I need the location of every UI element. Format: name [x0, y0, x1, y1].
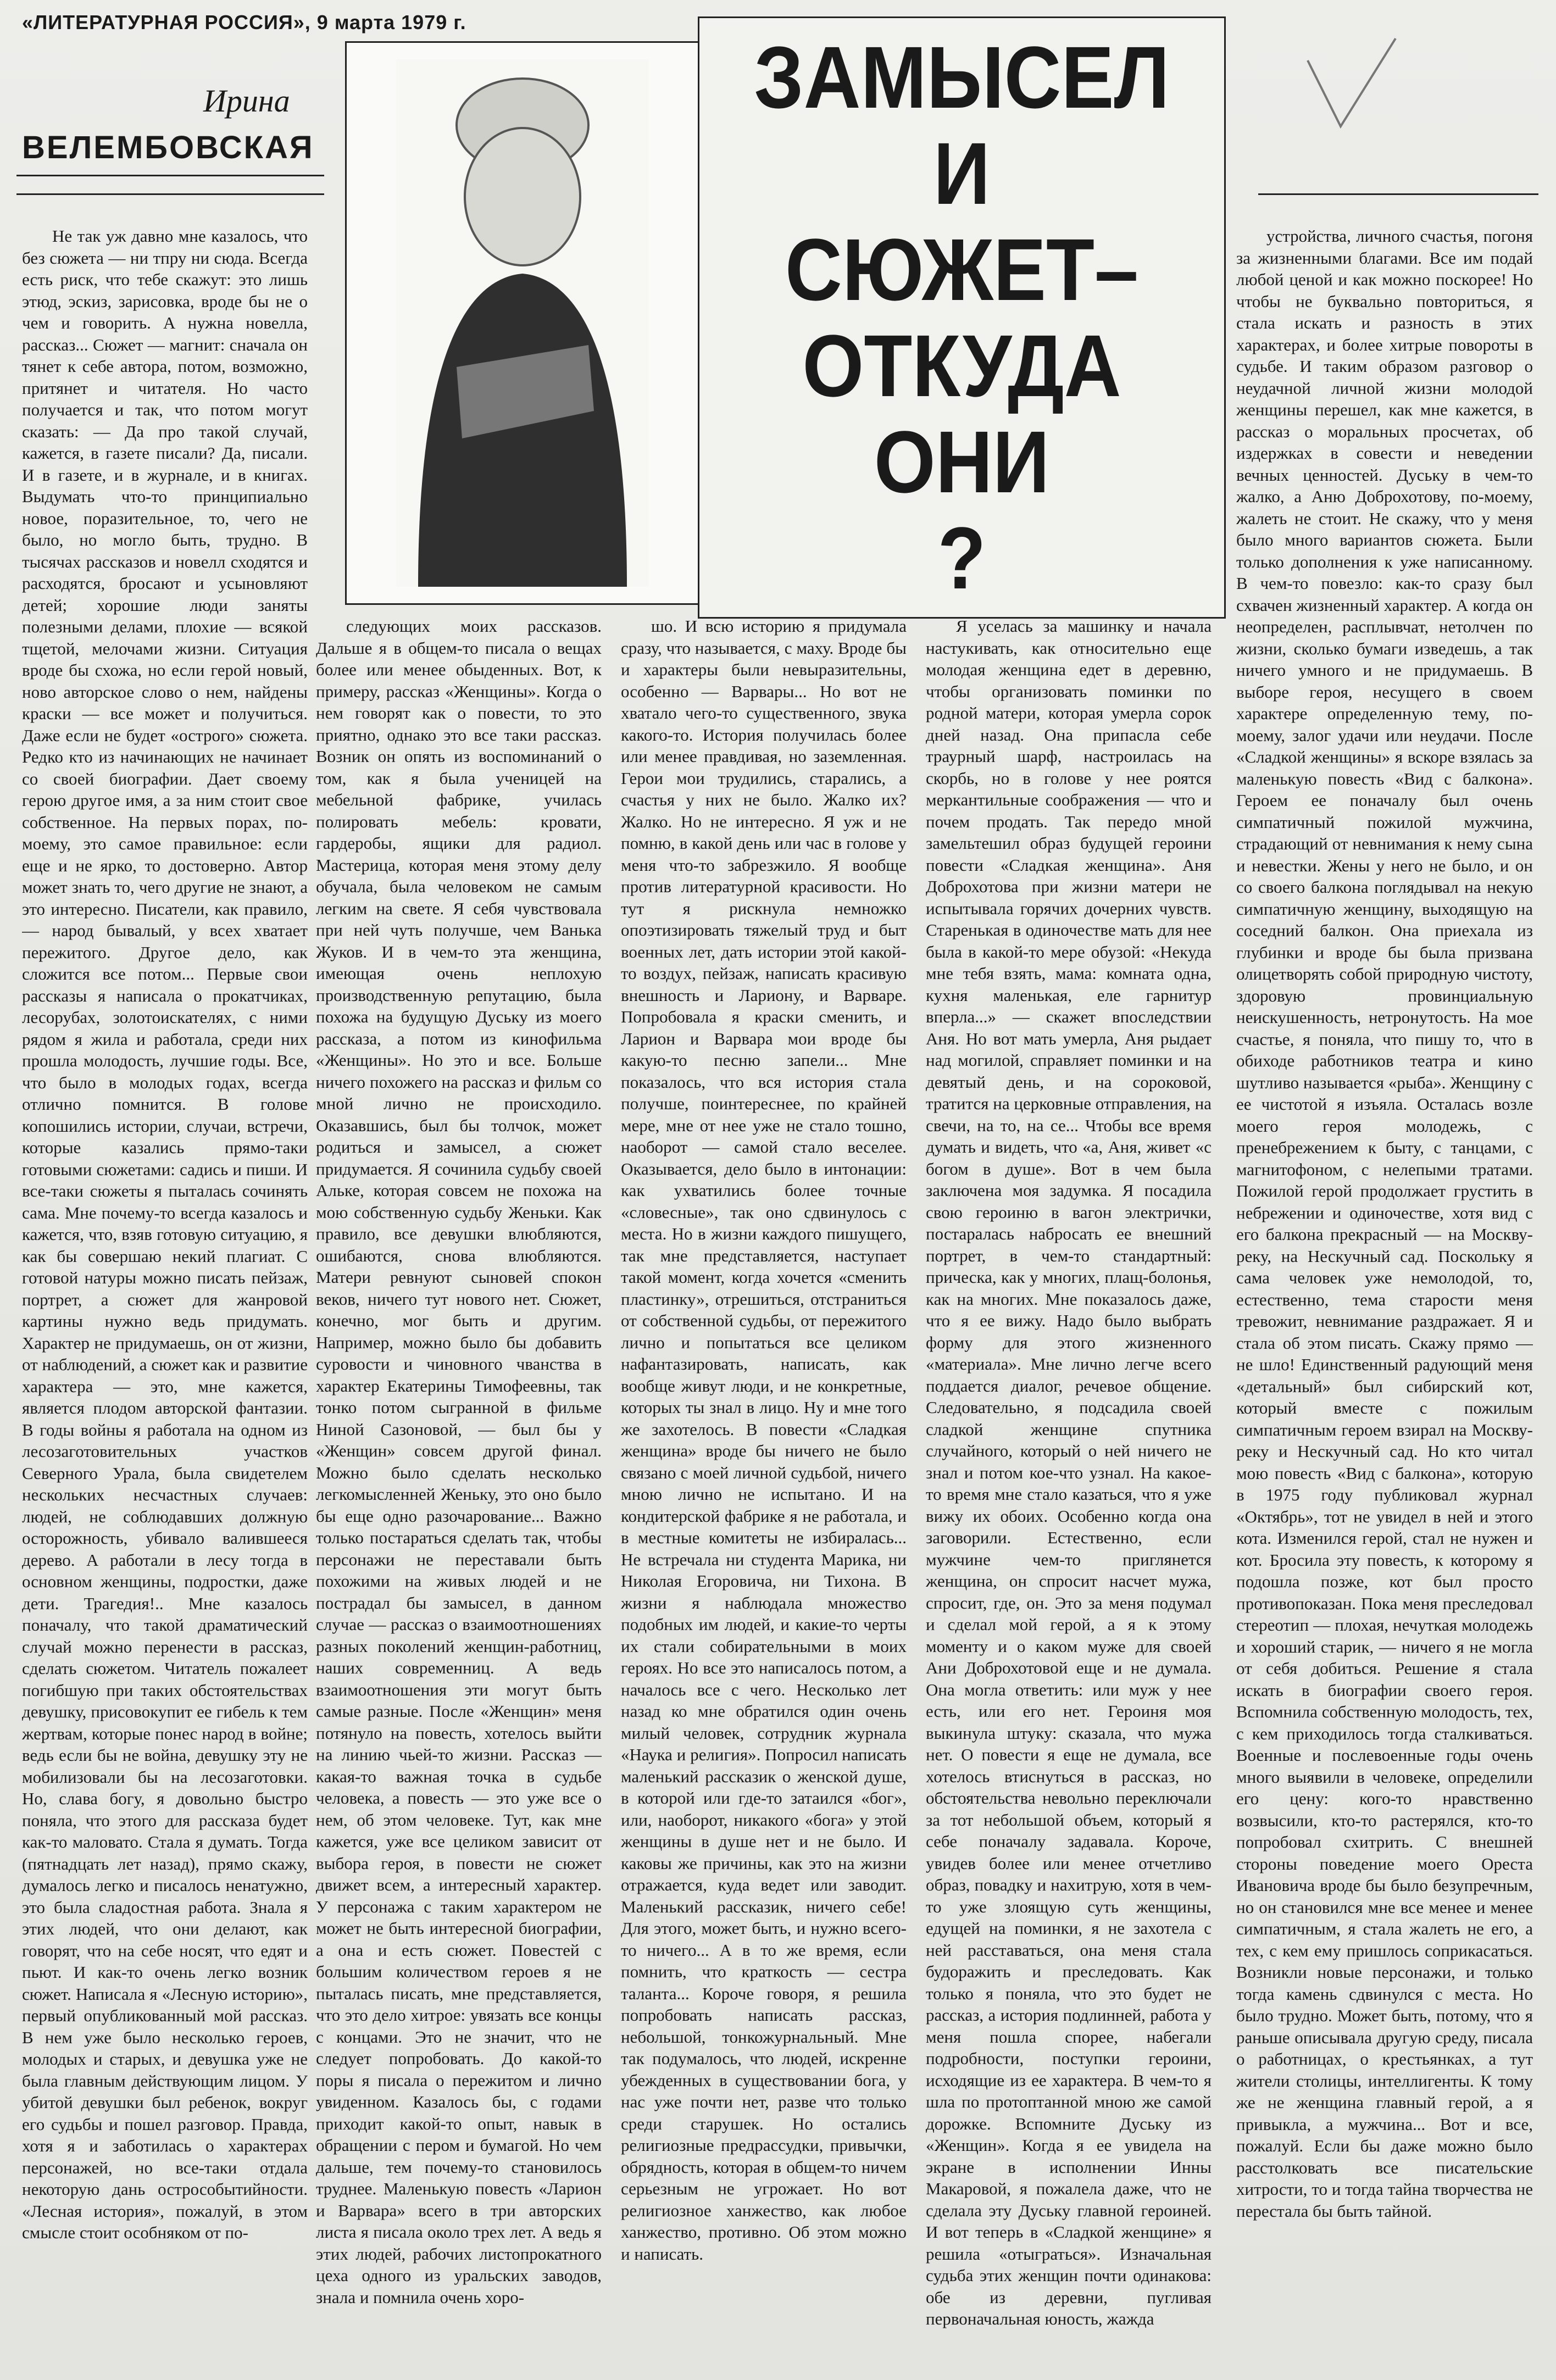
- divider: [1258, 193, 1538, 195]
- portrait-figure-icon: [396, 59, 649, 587]
- article-column-3: [621, 615, 907, 2368]
- column-text: следующих моих рассказов. Дальше я в общем-то писала о вещах более или менее обыденных. Вот, к примеру, рассказ «Женщины». Когда о нем говорят как о повести, то это приятно, однако это все таки рассказ. Возник он опять из воспоминаний о том, как я была ученицей на мебельной фабрике, училась полировать мебель: кровати, гардеробы, ящики для радиол. Мастерица, которая меня этому делу обучала, была человеком не самым легким на свете. Я себя чувствовала при ней чуть получше, чем Ванька Жуков. И в чем-то эта женщина, имеющая очень неплохую производственную репутацию, была похожа на будущую Дуську из моего рассказа, а потом из кинофильма «Женщины». Но это и все. Больше ничего похожего на рассказ и фильм со мной лично не происходило. Оказавшись, был бы толчок, может родиться и замысел, а сюжет придумается. Я сочинила судьбу своей Альке, которая совсем не похожа на мою собственную судьбу Женьки. Как правило, все девушки влюбляются, ошибаются, снова влюбляются. Матери ревнуют сыновей спокон веков, ничего тут нового нет. Сюжет, конечно, мог быть и другим. Например, можно было бы добавить суровости и чиновного чванства в характер Екатерины Тимофеевны, так тонко потом сыгранной в фильме Ниной Сазоновой, — был бы у «Женщин» совсем другой финал. Можно было сделать несколько легкомысленней Женьку, это оно было бы еще одно разочарование... Важно только постараться сделать так, чтобы персонажи не переставали быть похожими на живых людей и не пострадал бы замысел, в данном случае — рассказ о взаимоотношениях разных поколений женщин-работниц, наших современниц. А ведь взаимоотношения эти могут быть самые разные. После «Женщин» меня потянуло на повесть, хотелось выйти на линию чьей-то жизни. Рассказ — какая-то важная точка в судьбе человека, а повесть — это уже все о нем, об этом человеке. Тут, как мне кажется, уже все целиком зависит от выбора героя, в повести не сюжет движет всем, а интересный характер. У персонажа с таким характером не может не быть интересной биографии, а она и есть сюжет. Повестей с большим количеством героев я не пыталась писать, мне представляется, что это дело хитрое: увязать все концы с концами. Это не значит, что не следует попробовать. До какой-то поры я писала о пережитом и лично увиденном. Казалось бы, с годами приходит какой-то опыт, навык в обращении с пером и бумагой. Но чем дальше, тем почему-то становилось труднее. Маленькую повесть «Ларион и Варвара» всего в три авторских листа я писала около трех лет. А ведь я этих людей, рабочих листопрокатного цеха одного из уральских заводов, знала и помнила очень хоро-: [316, 616, 602, 2307]
- headline-box: [698, 16, 1226, 619]
- article-column-1: [22, 225, 308, 2368]
- column-text: шо. И всю историю я придумала сразу, что называется, с маху. Вроде бы и характеры были невыразительны, особенно — Варвары... Но вот не хватало чего-то существенного, звука какого-то. История получилась более или менее правдивая, но заземленная. Герои мои трудились, старались, а счастья у них не было. Жалко их? Жалко. Но не интересно. Я уж и не помню, в какой день или час в голове у меня что-то забрезжило. Я вообще против литературной красивости. Но тут я рискнула немножко опоэтизировать тяжелый труд и быт военных лет, дать истории этой какой-то воздух, пейзаж, написать красивую внешность и Лариону, и Варваре. Попробовала я краски сменить, и Ларион и Варвара мои вроде бы какую-то песню запели... Мне показалось, что вся история стала получше, поинтереснее, по крайней мере, мне от нее уже не стало тошно, наоборот — самой стало веселее. Оказывается, дело было в интонации: как ухватились более точные «словесные», так оно сдвинулось с места. Но в жизни каждого пишущего, так мне представляется, наступает такой момент, когда хочется «сменить пластинку», отрешиться, отстраниться от собственной судьбы, от пережитого лично и попытаться все целиком нафантазировать, написать, как вообще живут люди, и не конкретные, которых ты знал в лицо. Ну и мне того же захотелось. В повести «Сладкая женщина» вроде бы ничего не было связано с моей личной судьбой, ничего мною лично не испытано. И на кондитерской фабрике я не работала, и в местные комитеты не избиралась... Не встречала ни студента Марика, ни Николая Егоровича, ни Тихона. В жизни я наблюдала множество подобных им людей, и какие-то черты их стали собирательными в моих героях. Но все это написалось потом, а началось все с чего. Несколько лет назад ко мне обратился один очень милый человек, сотрудник журнала «Наука и религия». Попросил написать маленький рассказик о женской душе, в которой или где-то затаился «бог», или, наоборот, никакого «бога» у этой женщины в душе нет и не было. И каковы же причины, как это на жизни отражается, куда ведет или заводит. Маленький рассказик, ничего себе! Для этого, может быть, и нужно всего-то ничего... А в то же время, если помнить, что краткость — сестра таланта... Короче говоря, я решила попробовать написать рассказ, небольшой, тонкожурнальный. Мне так подумалось, что людей, искренне убежденных в существовании бога, у нас уже почти нет, разве что только среди старушек. Но остались религиозные предрассудки, привычки, обрядность, которая в общем-то ничем серьезным не угрожает. Но вот религиозное ханжество, как любое ханжество, противно. Об этом можно и написать.: [621, 616, 907, 2264]
- masthead: «ЛИТЕРАТУРНАЯ РОССИЯ», 9 марта 1979 г.: [22, 11, 466, 34]
- check-mark-icon: [1302, 27, 1401, 137]
- column-text: устройства, личного счастья, погоня за жизненными благами. Все им подай любой ценой и как можно поскорее! Но чтобы не буквально повториться, я стала искать и разность в этих характерах, и более хитрые повороты в судьбе. И таким образом разговор о неудачной личной жизни молодой женщины перешел, как мне кажется, в рассказ о моральных просчетах, об издержках в совести и неведении вечных ценностей. Дуську в чем-то жалко, а Аню Доброхотову, по-моему, жалеть не стоит. Не скажу, что у меня было много вариантов сюжета. Были только дополнения к уже написанному. В чем-то повезло: как-то сразу был схвачен жизненный характер. А когда он неопределен, расплывчат, нетолчен по жизни, сколько бумаги изведешь, а так ничего умного и не придумаешь. В выборе героя, несущего в своем характере определенную тему, по-моему, залог удачи или неудачи. После «Сладкой женщины» я вскоре взялась за маленькую повесть «Вид с балкона». Героем ее поначалу был очень симпатичный пожилой мужчина, страдающий от невнимания к нему сына и невестки. Жены у него не было, и он со своего балкона поглядывал на некую симпатичную женщину, выходящую на соседний балкон. Она приехала из глубинки и вроде бы была призвана олицетворять собой природную чистоту, здоровую провинциальную неискушенность, нетронутость. На мое счастье, я поняла, что пишу то, что в обиходе работников театра и кино шутливо называется «рыба». Женщину с ее чистотой я изъяла. Осталась возле моего героя молодежь, с пренебрежением к быту, с танцами, с магнитофоном, с нелепыми тратами. Пожилой герой продолжает грустить в небрежении и одиночестве, хотя вид с его балкона прекрасный — на Москву-реку, на Нескучный сад. Поскольку я сама человек уже немолодой, то, естественно, тема старости меня тревожит, невнимание раздражает. Я и стала об этом писать. Скажу прямо — не шло! Единственный радующий меня «детальный» был сибирский кот, который вместе с пожилым симпатичным героем взирал на Москву-реку и Нескучный сад. Но кто читал мою повесть «Вид с балкона», которую в 1975 году публиковал журнал «Октябрь», тот не увидел в ней и этого кота. Изменился герой, стал не нужен и кот. Бросила эту повесть, к которому я подошла позже, кот был просто противопоказан. Пока меня преследовал стереотип — плохая, нечуткая молодежь и хороший старик, — ничего я не могла от себя добиться. Решение я стала искать в биографии своего героя. Вспомнила собственную молодость, тех, с кем приходилось тогда сталкиваться. Военные и послевоенные годы очень много выявили в человеке, определили его цену: кого-то нравственно возвысили, кто-то растерялся, кто-то попробовал схитрить. С внешней стороны поведение моего Ореста Ивановича вроде бы было безупречным, но он становился мне все менее и менее симпатичным, я стала жалеть не его, а тех, с кем ему пришлось соприкасаться. Возникли новые персонажи, и только тогда камень сдвинулся с места. Но было трудно. Может быть, потому, что я раньше описывала другую среду, писала о работницах, о крестьянках, а тут жители столицы, интеллигенты. К тому же не женщина главный герой, а я привыкла, а мужчина... Вот и все, пожалуй. Если бы даже можно было расстолковать все писательские хитрости, то и тогда тайна творчества не перестала бы быть тайной.: [1236, 226, 1533, 2221]
- divider: [16, 193, 324, 195]
- author-first-name: Ирина: [203, 83, 290, 119]
- article-column-2: [316, 615, 602, 2368]
- article-column-4: [926, 615, 1212, 2368]
- article-column-5: [1236, 225, 1533, 2368]
- author-last-name: ВЕЛЕМБОВСКАЯ: [22, 130, 314, 165]
- headline: ЗАМЫСЕЛ И СЮЖЕТ– ОТКУДА ОНИ ?: [754, 28, 1170, 607]
- author-portrait-photo: [345, 41, 700, 605]
- column-text: Не так уж давно мне казалось, что без сюжета — ни тпру ни сюда. Всегда есть риск, что тебе скажут: это лишь этюд, эскиз, зарисовка, вроде бы не о чем и говорить. А нужна новелла, рассказ... Сюжет — магнит: сначала он тянет к себе автора, потом, возможно, притянет и читателя. Но часто получается и так, что потом могут сказать: — Да про такой случай, кажется, в газете писали? Да, писали. И в газете, и в журнале, и в книгах. Выдумать что-то принципиально новое, поразительное, то, чего не было, но могло быть, трудно. В тысячах рассказов и новелл сходятся и расходятся, бросают и усыновляют детей; хорошие люди заняты полезными делами, плохие — всякой тщетой, мелочами жизни. Ситуация вроде бы схожа, но если герой новый, ново авторское слово о нем, найдены краски — все может и получиться. Даже если не будет «острого» сюжета. Редко кто из начинающих не начинает со своей биографии. Дает своему герою другое имя, а за ним стоит свое собственное. На первых порах, по-моему, это самое правильное: если еще и не ярко, то достоверно. Автор может знать то, чего другие не знают, а это интересно. Писатели, как правило, — народ бывалый, у всех хватает пережитого. Другое дело, как сложится все потом... Первые свои рассказы я написала о прокатчиках, лесорубах, золотоискателях, с ними рядом я жила и работала, среди них прошла молодость, лучшие годы. Все, что было в молодых годах, всегда отлично помнится. В голове копошились истории, случаи, встречи, которые казались прямо-таки готовыми сюжетами: садись и пиши. И все-таки сюжеты я пыталась сочинять сама. Мне почему-то всегда казалось и кажется, что, взяв готовую ситуацию, я как бы совершаю некий плагиат. С готовой натуры можно писать пейзаж, портрет, а сюжет для жанровой картины нужно ведь придумать. Характер не придумаешь, он от жизни, от наблюдений, а сюжет как и развитие характера — это, мне кажется, является плодом авторской фантазии. В годы войны я работала на одном из лесозаготовительных участков Северного Урала, была свидетелем нескольких несчастных случаев: людей, не соблюдавших должную осторожность, убивало валившееся дерево. А работали в лесу тогда в основном женщины, подростки, даже дети. Трагедия!.. Мне казалось поначалу, что такой драматический случай можно перенести в рассказ, сделать сюжетом. Читатель пожалеет погибшую при таких обстоятельствах девушку, присовокупит ее гибель к тем жертвам, которые понес народ в войне; ведь если бы не война, девушку эту не мобилизовали бы на лесозаготовки. Но, слава богу, я довольно быстро поняла, что этого для рассказа будет как-то маловато. Стала я думать. Тогда (пятнадцать лет назад), прямо скажу, думалось легко и писалось ненатужно, это была сладостная работа. Знала я этих людей, что они делают, как говорят, что на себе носят, что едят и пьют. И как-то очень легко возник сюжет. Написала я «Лесную историю», первый опубликованный мой рассказ. В нем уже было несколько героев, молодых и старых, и девушка уже не была главным действующим лицом. У убитой девушки был ребенок, вокруг его судьбы и пошел разговор. Правда, хотя я и заботилась о характерах персонажей, но все-таки отдала некоторую дань острособытийности. «Лесная история», пожалуй, в этом смысле стоит особняком от по-: [22, 226, 308, 2242]
- column-text: Я уселась за машинку и начала настукивать, как относительно еще молодая женщина едет в деревню, чтобы организовать поминки по родной матери, которая умерла сорок дней назад. Она припасла себе траурный шарф, настроилась на скорбь, но в голове у нее роятся меркантильные соображения — что и почем продать. Так передо мной замельтешил образ будущей героини повести «Сладкая женщина». Аня Доброхотова при жизни матери не испытывала горячих дочерних чувств. Старенькая в одиночестве мать для нее была в какой-то мере обузой: «Некуда мне тебя взять, мама: комната одна, кухня маленькая, еле гарнитур вперла...» — скажет впоследствии Аня. Но вот мать умерла, Аня рыдает над могилой, справляет поминки и на девятый день, и на сороковой, тратится на церковные отправления, на свечи, на то, на се... Чтобы все время думать и видеть, что «а, Аня, живет «с богом в душе». Вот в чем была заключена моя задумка. Я посадила свою героиню в вагон электрички, постаралась набросать ее внешний портрет, в чем-то стандартный: прическа, как у многих, плащ-болонья, как на многих. Мне показалось даже, что я ее вижу. Надо было выбрать форму для этого жизненного «материала». Мне лично легче всего поддается диалог, речевое общение. Следовательно, я подсадила своей сладкой женщине спутника случайного, который о ней ничего не знал и потом кое-что узнал. На какое-то время мне стало казаться, что я уже вижу их обоих. Особенно когда она заговорили. Естественно, если мужчине чем-то приглянется женщина, он спросит насчет мужа, спросит, где, он. Это за меня подумал и сделал мой герой, а я к этому моменту и о каком муже для своей Ани Доброхотовой еще и не думала. Она могла ответить: или муж у нее есть, или его нет. Героиня моя выкинула штуку: сказала, что мужа нет. О повести я еще не думала, все хотелось втиснуться в рассказ, но обстоятельства невольно переключали за тот небольшой объем, который я себе поначалу задавала. Короче, увидев более или менее отчетливо образ, повадку и нахитрую, хотя в чем-то уже злоящую суть женщины, едущей на поминки, я не захотела с ней расставаться, она меня стала будоражить и преследовать. Как только я поняла, что это будет не рассказ, а история подлинней, работа у меня пошла спорее, набегали подробности, поступки героини, исходящие из ее характера. В чем-то я шла по протоптанной мною же самой дорожке. Вспомните Дуську из «Женщин». Когда я ее увидела на экране в исполнении Инны Макаровой, я пожалела даже, что не сделала эту Дуську главной героиней. И вот теперь в «Сладкой женщине» я решила «отыграться». Изначальная судьба этих женщин почти одинакова: обе из деревни, пугливая первоначальная юность, жажда: [926, 616, 1212, 2328]
- divider: [16, 175, 324, 176]
